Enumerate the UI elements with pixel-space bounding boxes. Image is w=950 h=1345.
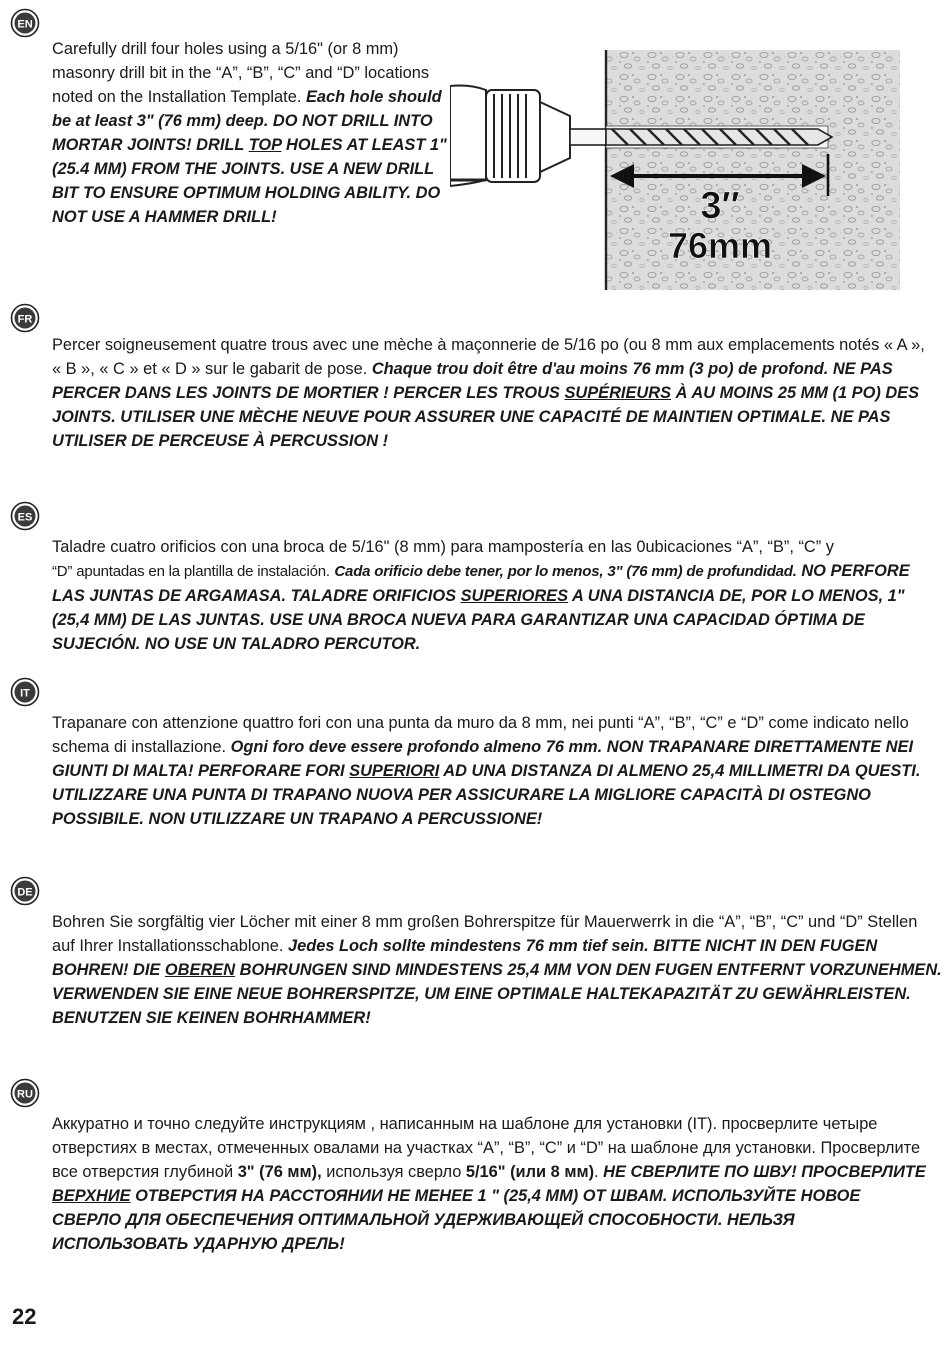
fr-badge-icon [10,303,40,333]
it-body-text: Trapanare con attenzione quattro fori con una punta da muro da 8 mm, nei punti “A”, “B”, “C” e “D” come indicato nello schema di installazione. [52,714,909,756]
drill-bit [570,129,832,145]
ru-bold-depth: 3" (76 мм), [237,1163,322,1181]
fr-warning-underlined: SUPÉRIEURS [564,384,672,402]
fr-instructions [52,333,937,453]
drill-depth-illustration [450,50,910,295]
de-warning-part1: Jedes Loch sollte mindestens 76 mm tief sein. BITTE NICHT IN DEN FUGEN BOHREN! DIE [52,937,878,979]
en-language-badge [10,8,40,38]
es-warning-small: Cada orificio debe tener, por lo menos, 3" (76 mm) de profundidad. [334,563,797,580]
es-warning-part1: NO PERFORE LAS JUNTAS DE ARGAMASA. TALADRE ORIFICIOS [52,562,910,605]
drill-chuck [450,86,570,187]
ru-bold-bit-size: 5/16" (или 8 мм) [465,1163,595,1181]
en-badge-icon [10,8,40,38]
es-body-text-line1: Taladre cuatro orificios con una broca de 5/16" (8 mm) para mampostería en las 0ubicaciones “A”, “B”, “C” y [52,538,834,556]
fr-warning-part2: À AU MOINS 25 MM (1 PO) DES JOINTS. UTILISER UNE MÈCHE NEUVE POUR ASSURER UNE CAPACITÉ DE MAINTIEN OPTIMALE. NE PAS UTILISER DE PERCEUSE À PERCUSSION ! [52,384,920,450]
es-badge-icon [10,501,40,531]
ru-instructions [52,1112,932,1256]
depth-inches-label: 3″ [700,185,740,227]
it-badge-icon [10,677,40,707]
de-badge-icon [10,876,40,906]
de-language-badge [10,876,40,906]
ru-body-text-2: используя сверло [321,1163,466,1181]
svg-text:RU: RU [17,1088,33,1101]
it-warning-part1: Ogni foro deve essere profondo almeno 76 mm. NON TRAPANARE DIRETTAMENTE NEI GIUNTI DI MALTA! PERFORARE FORI [52,738,913,780]
en-warning-part1: Each hole should be at least 3" (76 mm) deep. DO NOT DRILL INTO MORTAR JOINTS! DRILL [52,88,442,154]
svg-text:EN: EN [17,18,33,31]
es-instructions [52,535,937,656]
svg-text:IT: IT [20,687,30,700]
en-warning-part2: HOLES AT LEAST 1" (25.4 MM) FROM THE JOINTS. USE A NEW DRILL BIT TO ENSURE OPTIMUM HOLDING ABILITY. DO NOT USE A HAMMER DRILL! [52,136,447,226]
ru-language-badge [10,1078,40,1108]
it-instructions [52,711,937,831]
de-body-text: Bohren Sie sorgfältig vier Löcher mit einer 8 mm großen Bohrerspitze für Mauerwerrk in die “A”, “B”, “C” und “D” Stellen auf Ihrer Installationsschablone. [52,913,918,955]
it-language-badge [10,677,40,707]
svg-text:FR: FR [17,313,33,326]
es-body-text-line2: “D” apuntadas en la plantilla de instalación. [52,563,330,580]
it-warning-underlined: SUPERIORI [349,762,440,780]
fr-body-text: Percer soigneusement quatre trous avec une mèche à maçonnerie de 5/16 po (ou 8 mm aux emplacements notés « A », « B », « C » et « D » sur le gabarit de pose. [52,336,925,378]
es-warning-part2: A UNA DISTANCIA DE, POR LO MENOS, 1" (25,4 MM) DE LAS JUNTAS. USE UNA BROCA NUEVA PARA GARANTIZAR UNA CAPACIDAD ÓPTIMA DE SUJECIÓN. NO USE UN TALADRO PERCUTOR. [52,587,905,653]
es-language-badge [10,501,40,531]
en-warning-underlined: TOP [248,136,282,154]
fr-language-badge [10,303,40,333]
depth-mm-label: 76mm [667,225,773,266]
de-instructions [52,910,942,1030]
svg-text:DE: DE [17,886,33,899]
es-warning-underlined: SUPERIORES [460,587,569,605]
ru-warning-part1: НЕ СВЕРЛИТЕ ПО ШВУ! ПРОСВЕРЛИТЕ [603,1163,926,1181]
en-instructions [52,37,452,229]
page-number: 22 [12,1304,37,1329]
it-warning-part2: AD UNA DISTANZA DI ALMENO 25,4 MILLIMETRI DA QUESTI. UTILIZZARE UNA PUNTA DI TRAPANO NUOVA PER ASSICURARE LA MIGLIORE CAPACITÀ DI OSTEGNO POSSIBILE. NON UTILIZZARE UN TRAPANO A PERCUSSIONE! [52,762,921,828]
de-warning-part2: BOHRUNGEN SIND MINDESTENS 25,4 MM VON DEN FUGEN ENTFERNT VORZUNEHMEN. VERWENDEN SIE EINE NEUE BOHRERSPITZE, UM EINE OPTIMALE HALTEKAPAZITÄT ZU GEWÄHRLEISTEN. BENUTZEN SIE KEINEN BOHRHAMMER! [52,961,942,1027]
svg-text:ES: ES [17,511,33,524]
ru-warning-underlined: ВЕРХНИЕ [52,1187,131,1205]
de-warning-underlined: OBEREN [164,961,236,979]
fr-warning-part1: Chaque trou doit être d'au moins 76 mm (3 po) de profond. NE PAS PERCER DANS LES JOINTS DE MORTIER ! PERCER LES TROUS [52,360,893,402]
en-body-text: Carefully drill four holes using a 5/16" (or 8 mm) masonry drill bit in the “A”, “B”, “C” and “D” locations noted on the Installation Template. [52,40,430,106]
ru-body-text-1: Аккуратно и точно следуйте инструкциям , написанным на шаблоне для установки (IT). просверлите четыре отверстиях в местах, отмеченных овалами на участках “A”, “B”, “C” и “D” на шаблоне для установки. Просверлите все отверстия глубиной [52,1115,921,1181]
ru-body-text-3: . [594,1163,604,1181]
ru-badge-icon [10,1078,40,1108]
ru-warning-part2: ОТВЕРСТИЯ НА РАССТОЯНИИ НЕ МЕНЕЕ 1 " (25,4 ММ) ОТ ШВАМ. ИСПОЛЬЗУЙТЕ НОВОЕ СВЕРЛО ДЛЯ ОБЕСПЕЧЕНИЯ ОПТИМАЛЬНОЙ УДЕРЖИВАЮЩЕЙ СПОСОБНОСТИ. НЕЛЬЗЯ ИСПОЛЬЗОВАТЬ УДАРНУЮ ДРЕЛЬ! [52,1187,861,1253]
